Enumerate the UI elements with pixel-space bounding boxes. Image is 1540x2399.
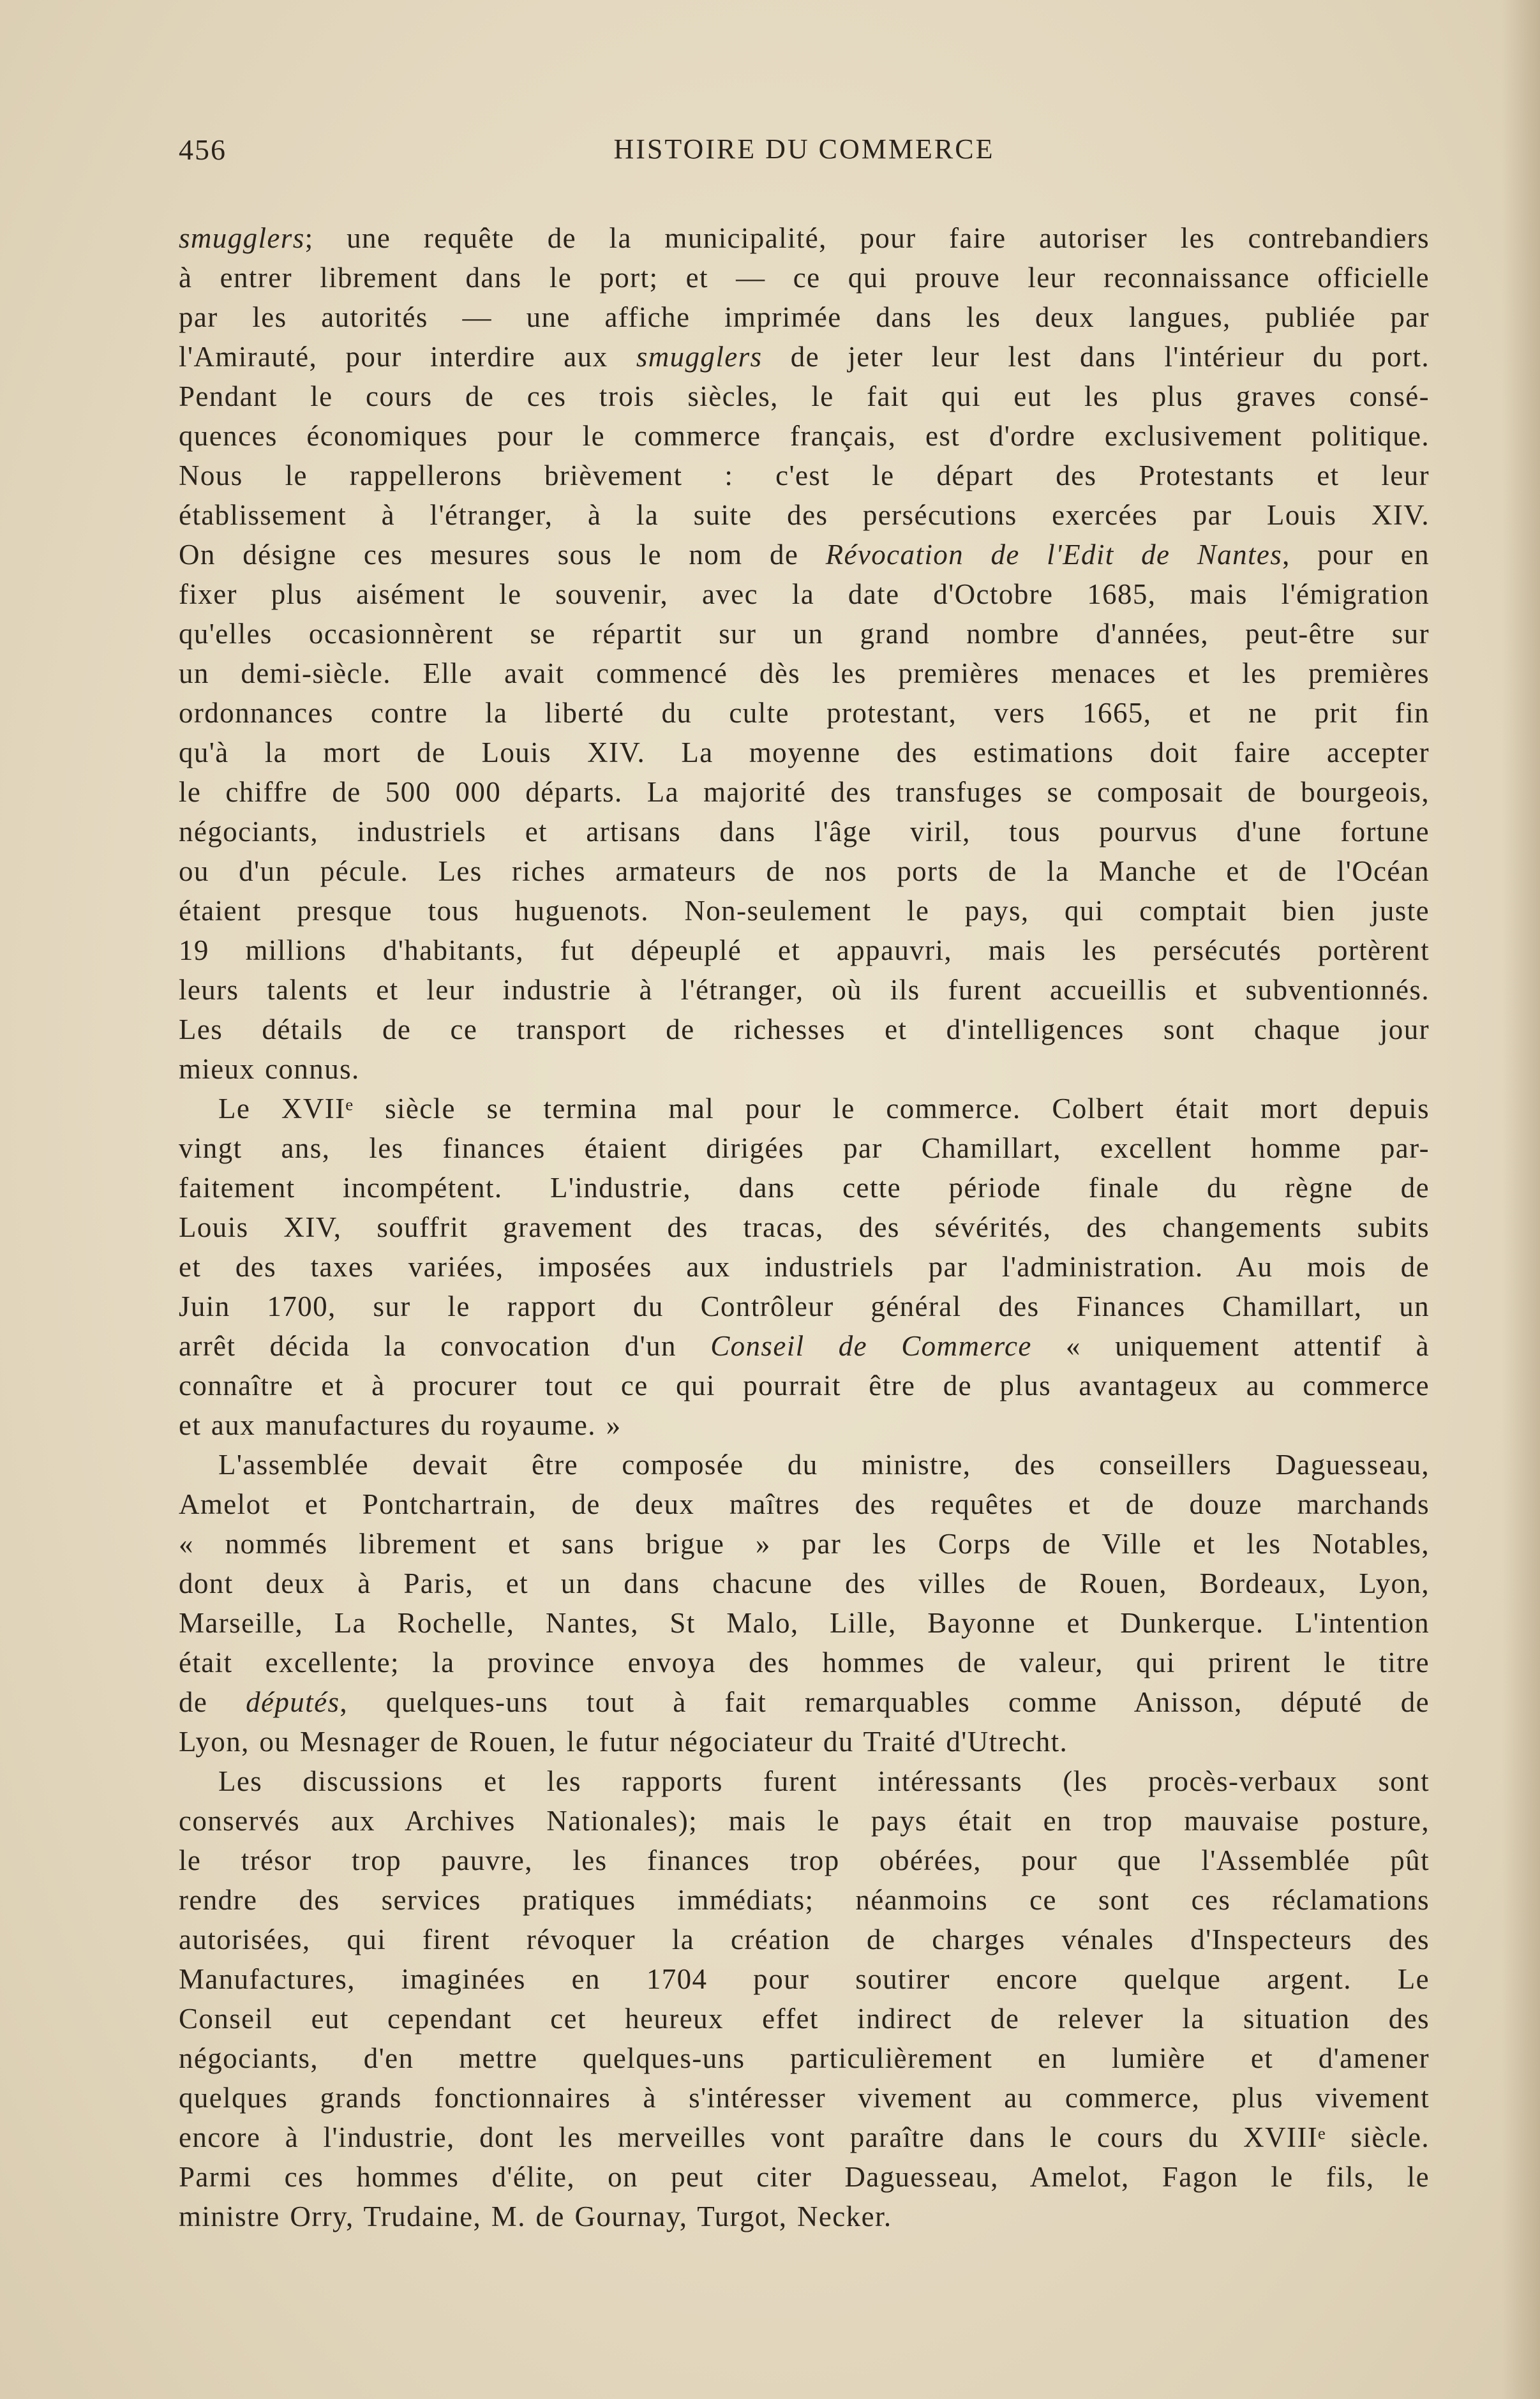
text-segment: Nous le rappellerons brièvement : c'est le départ des Protestants et leur: [179, 460, 1430, 491]
text-segment: Parmi ces hommes d'élite, on peut citer Daguesseau, Amelot, Fagon le fils, le: [179, 2161, 1430, 2193]
text-segment: un demi-siècle. Elle avait commencé dès les premières menaces et les premières: [179, 657, 1430, 689]
text-line: [179, 2038, 1430, 2078]
text-segment: par les autorités — une affiche imprimée dans les deux langues, publiée par: [179, 301, 1430, 333]
text-line: [179, 1761, 1430, 1801]
text-line: [179, 970, 1430, 1010]
text-segment: négociants, d'en mettre quelques-uns particulièrement en lumière et d'amener: [179, 2042, 1430, 2074]
text-line: [179, 297, 1430, 337]
text-segment: Lyon, ou Mesnager de Rouen, le futur négociateur du Traité d'Utrecht.: [179, 1726, 1068, 1758]
text-segment: 19 millions d'habitants, fut dépeuplé et appauvri, mais les persécutés portèrent: [179, 934, 1430, 966]
text-segment: L'assemblée devait être composée du ministre, des conseillers Daguesseau,: [218, 1449, 1430, 1481]
text-line: [179, 1010, 1430, 1049]
text-line: [179, 377, 1430, 416]
text-segment: fixer plus aisément le souvenir, avec la date d'Octobre 1685, mais l'émigration: [179, 578, 1430, 610]
text-segment: , pour en: [1282, 539, 1430, 571]
text-line: [179, 851, 1430, 891]
text-line: [179, 1049, 1430, 1089]
text-line: [179, 1405, 1430, 1445]
text-line: [179, 1564, 1430, 1603]
page-number: 456: [179, 133, 227, 166]
text-line: [179, 2118, 1430, 2157]
text-segment: Les détails de ce transport de richesses et d'intelligences sont chaque jour: [179, 1013, 1430, 1045]
italic-term: smugglers: [636, 341, 763, 373]
text-line: [179, 1722, 1430, 1761]
text-line: [179, 812, 1430, 851]
text-segment: Marseille, La Rochelle, Nantes, St Malo, Lille, Bayonne et Dunkerque. L'intention: [179, 1607, 1430, 1639]
text-segment: faitement incompétent. L'industrie, dans cette période finale du règne de: [179, 1172, 1430, 1204]
text-line: [179, 1128, 1430, 1168]
text-segment: Les discussions et les rapports furent intéressants (les procès-verbaux sont: [218, 1765, 1430, 1797]
text-segment: à entrer librement dans le port; et — ce qui prouve leur reconnaissance officielle: [179, 262, 1430, 294]
text-segment: établissement à l'étranger, à la suite des persécutions exercées par Louis XIV.: [179, 499, 1430, 531]
text-line: [179, 1920, 1430, 1959]
text-line: [179, 495, 1430, 535]
text-segment: , quelques-uns tout à fait remarquables comme Anisson, député de: [340, 1686, 1430, 1718]
text-line: [179, 693, 1430, 733]
text-segment: l'Amirauté, pour interdire aux: [179, 341, 636, 373]
text-line: [179, 891, 1430, 930]
text-line: [179, 1089, 1430, 1128]
text-line: [179, 733, 1430, 772]
italic-term: smugglers: [179, 222, 305, 254]
italic-term: Révocation de l'Edit de Nantes: [825, 539, 1283, 571]
text-line: [179, 1880, 1430, 1920]
text-segment: quelques grands fonctionnaires à s'intéresser vivement au commerce, plus vivement: [179, 2082, 1430, 2114]
text-line: [179, 535, 1430, 574]
text-line: [179, 456, 1430, 495]
text-segment: connaître et à procurer tout ce qui pourrait être de plus avantageux au commerce: [179, 1370, 1430, 1401]
italic-term: Conseil de Commerce: [710, 1330, 1032, 1362]
text-segment: ministre Orry, Trudaine, M. de Gournay, Turgot, Necker.: [179, 2201, 892, 2232]
text-segment: Pendant le cours de ces trois siècles, le fait qui eut les plus graves consé-: [179, 380, 1430, 412]
text-segment: leurs talents et leur industrie à l'étranger, où ils furent accueillis et subventionnés.: [179, 974, 1430, 1006]
page-header: [179, 133, 1430, 177]
text-line: [179, 1445, 1430, 1484]
text-line: [179, 1366, 1430, 1405]
text-line: [179, 1643, 1430, 1682]
text-segment: arrêt décida la convocation d'un: [179, 1330, 711, 1362]
text-segment: ordonnances contre la liberté du culte protestant, vers 1665, et ne prit fin: [179, 697, 1430, 729]
body-text: [179, 218, 1430, 2236]
text-line: [179, 930, 1430, 970]
text-line: [179, 654, 1430, 693]
text-line: [179, 1959, 1430, 1999]
text-line: [179, 258, 1430, 297]
text-line: [179, 2157, 1430, 2197]
text-segment: qu'elles occasionnèrent se répartit sur un grand nombre d'années, peut-être sur: [179, 618, 1430, 650]
text-line: [179, 1247, 1430, 1287]
text-segment: le chiffre de 500 000 départs. La majorité des transfuges se composait de bourgeois,: [179, 776, 1430, 808]
text-segment: Amelot et Pontchartrain, de deux maîtres des requêtes et de douze marchands: [179, 1488, 1430, 1520]
text-segment: quences économiques pour le commerce français, est d'ordre exclusivement politique.: [179, 420, 1430, 452]
text-line: [179, 1999, 1430, 2038]
text-segment: et aux manufactures du royaume. »: [179, 1409, 622, 1441]
text-segment: était excellente; la province envoya des hommes de valeur, qui prirent le titre: [179, 1647, 1430, 1678]
text-segment: Manufactures, imaginées en 1704 pour soutirer encore quelque argent. Le: [179, 1963, 1430, 1995]
text-segment: autorisées, qui firent révoquer la création de charges vénales d'Inspecteurs des: [179, 1924, 1430, 1955]
text-segment: On désigne ces mesures sous le nom de: [179, 539, 826, 571]
text-segment: Conseil eut cependant cet heureux effet indirect de relever la situation des: [179, 2003, 1430, 2035]
page-edge-shadow: [1502, 0, 1540, 2399]
text-segment: « uniquement attentif à: [1031, 1330, 1430, 1362]
text-segment: le trésor trop pauvre, les finances trop obérées, pour que l'Assemblée pût: [179, 1844, 1430, 1876]
text-segment: qu'à la mort de Louis XIV. La moyenne des estimations doit faire accepter: [179, 736, 1430, 768]
text-segment: rendre des services pratiques immédiats; néanmoins ce sont ces réclamations: [179, 1884, 1430, 1916]
text-line: [179, 1524, 1430, 1564]
text-line: [179, 614, 1430, 654]
text-line: [179, 337, 1430, 377]
text-line: [179, 1168, 1430, 1207]
text-segment: Louis XIV, souffrit gravement des tracas, des sévérités, des changements subits: [179, 1211, 1430, 1243]
text-segment: négociants, industriels et artisans dans l'âge viril, tous pourvus d'une fortune: [179, 816, 1430, 848]
text-segment: vingt ans, les finances étaient dirigées par Chamillart, excellent homme par-: [179, 1132, 1430, 1164]
text-segment: conservés aux Archives Nationales); mais le pays était en trop mauvaise posture,: [179, 1805, 1430, 1837]
text-segment: de jeter leur lest dans l'intérieur du port.: [762, 341, 1430, 373]
text-segment: de: [179, 1686, 246, 1718]
text-line: [179, 574, 1430, 614]
text-line: [179, 772, 1430, 812]
running-title: HISTOIRE DU COMMERCE: [613, 133, 995, 165]
text-segment: encore à l'industrie, dont les merveilles vont paraître dans le cours du XVIIIᵉ siècle.: [179, 2121, 1430, 2153]
text-segment: mieux connus.: [179, 1053, 360, 1085]
text-segment: Juin 1700, sur le rapport du Contrôleur général des Finances Chamillart, un: [179, 1290, 1430, 1322]
text-segment: ; une requête de la municipalité, pour faire autoriser les contrebandiers: [304, 222, 1430, 254]
text-line: [179, 1484, 1430, 1524]
text-line: [179, 1682, 1430, 1722]
text-line: [179, 2197, 1430, 2236]
text-line: [179, 416, 1430, 456]
text-segment: étaient presque tous huguenots. Non-seulement le pays, qui comptait bien juste: [179, 895, 1430, 927]
text-line: [179, 2078, 1430, 2118]
text-segment: ou d'un pécule. Les riches armateurs de nos ports de la Manche et de l'Océan: [179, 855, 1430, 887]
text-segment: « nommés librement et sans brigue » par les Corps de Ville et les Notables,: [179, 1528, 1430, 1560]
text-line: [179, 1801, 1430, 1841]
text-line: [179, 1603, 1430, 1643]
text-line: [179, 1287, 1430, 1326]
text-line: [179, 218, 1430, 258]
text-segment: dont deux à Paris, et un dans chacune des villes de Rouen, Bordeaux, Lyon,: [179, 1567, 1430, 1599]
text-line: [179, 1207, 1430, 1247]
text-line: [179, 1841, 1430, 1880]
text-line: [179, 1326, 1430, 1366]
italic-term: députés: [246, 1686, 340, 1718]
text-segment: et des taxes variées, imposées aux industriels par l'administration. Au mois de: [179, 1251, 1430, 1283]
text-segment: Le XVIIᵉ siècle se termina mal pour le commerce. Colbert était mort depuis: [218, 1093, 1430, 1125]
